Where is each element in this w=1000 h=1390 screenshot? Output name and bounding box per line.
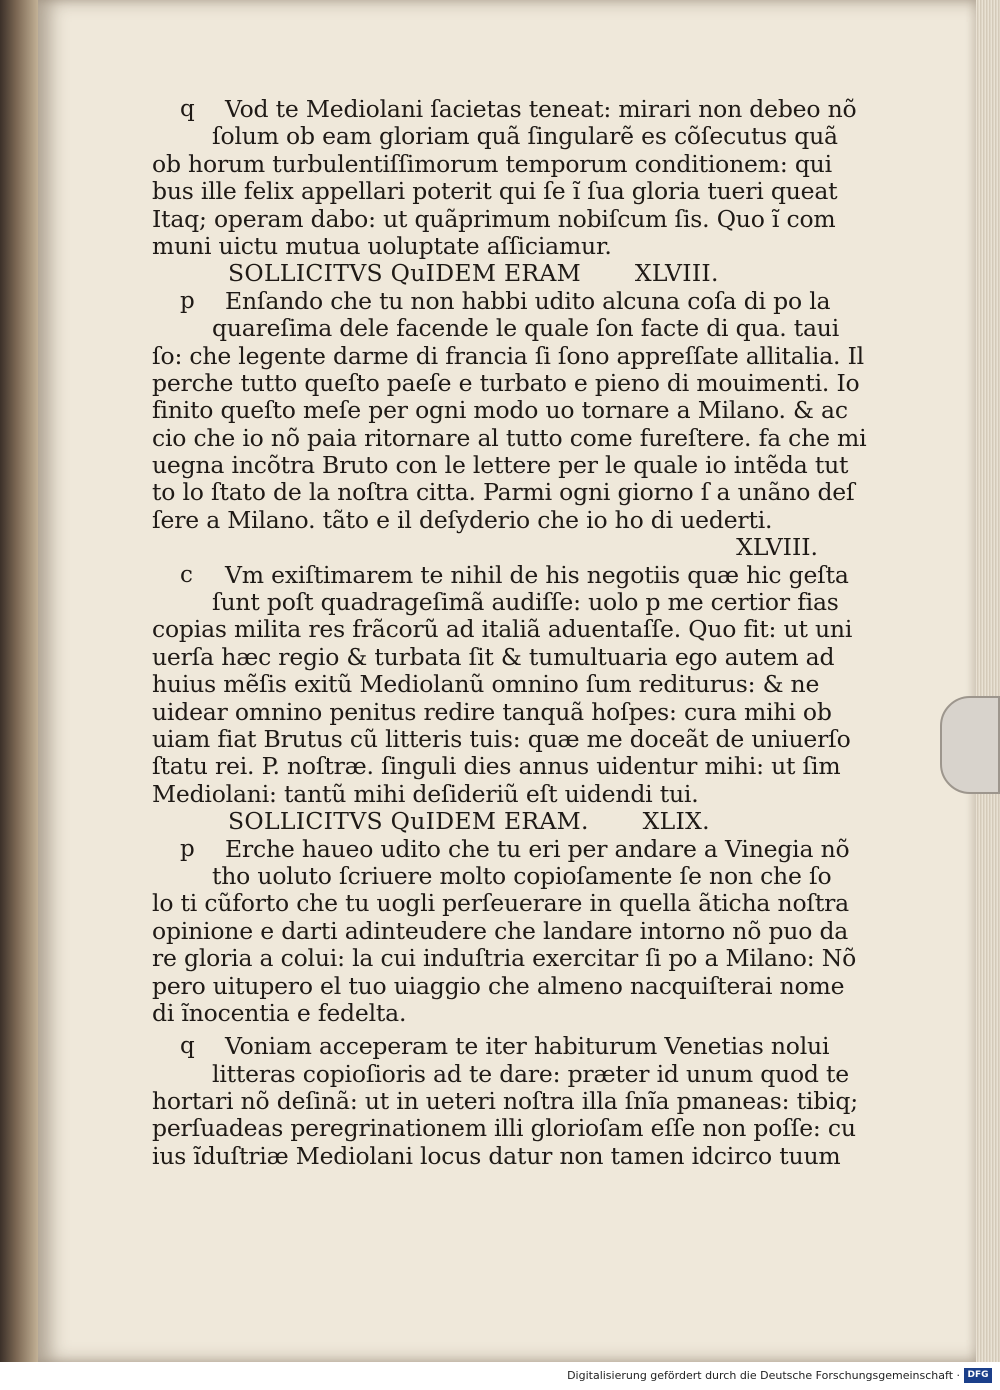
guide-letter: q — [180, 1033, 195, 1060]
guide-letter: q — [180, 96, 195, 122]
text-line: muni uictu mutua uoluptate aſſiciamur. — [152, 231, 612, 260]
letter-2 — [150, 260, 870, 534]
text-line: huius mẽſis exitũ Mediolanũ omnino ſum rediturus: & ne — [152, 670, 820, 699]
text-line: ſtatu rei. P. noſtræ. ſinguli dies annus uidentur mihi: ut ſim — [152, 752, 841, 781]
funding-credit: Digitalisierung gefördert durch die Deutsche Forschungsgemeinschaft · — [567, 1369, 960, 1382]
letter-1 — [150, 96, 870, 260]
text-line: hortari nõ deſinã: ut in ueteri noſtra illa ſnĩa pmaneas: tibiq; — [152, 1087, 858, 1116]
text-line: re gloria a colui: la cui induſtria exercitar ſi po a Milano: Nõ — [152, 944, 857, 973]
text-line: to lo ſtato de la noſtra citta. Parmi ogni giorno ſ a unãno deſ — [152, 478, 855, 507]
letter-3 — [150, 534, 870, 808]
guide-letter: c — [180, 561, 193, 588]
text-line: Mediolani: tantũ mihi deſideriũ eſt uidendi tui. — [152, 779, 699, 808]
text-line: ſo: che legente darme di francia ſi ſono appreſſate allitalia. Il — [152, 341, 864, 370]
letter-heading: SOLLICITVS QuIDEM ERAM. XLIX. — [228, 807, 710, 836]
text-line: tho uoluto ſcriuere molto copioſamente ſe non che ſo — [212, 861, 832, 890]
text-line: cio che io nõ paia ritornare al tutto come fureſtere. fa che mi — [152, 423, 867, 452]
text-line: ſunt poſt quadrageſimã audiſſe: uolo p me certior fias — [212, 588, 839, 617]
text-line: finito queſto meſe per ogni modo uo tornare a Milano. & ac — [152, 396, 848, 425]
text-line: perche tutto queſto paeſe e turbato e pieno di mouimenti. Io — [152, 368, 860, 397]
guide-letter: p — [180, 287, 195, 314]
text-line: uidear omnino penitus redire tanquã hoſpes: cura mihi ob — [152, 697, 832, 726]
letter-4 — [150, 808, 870, 1027]
text-line: di ĩnocentia e fedelta. — [152, 998, 407, 1027]
text-line: bus ille felix appellari poterit qui ſe ĩ ſua gloria tueri queat — [152, 177, 838, 206]
text-line: ſolum ob eam gloriam quã ſingularẽ es cõſecutus quã — [212, 122, 838, 151]
guide-letter: p — [180, 835, 195, 862]
text-line: quareſima dele facende le quale ſon facte di qua. taui — [212, 314, 840, 343]
text-line: ſere a Milano. tãto e il deſyderio che io ho di uederti. — [152, 505, 773, 534]
text-line: ob horum turbulentiſſimorum temporum conditionem: qui — [152, 149, 832, 178]
text-line: pero uitupero el tuo uiaggio che almeno nacquiſterai nome — [152, 971, 845, 1000]
letter-number: XLVIII. — [736, 533, 818, 562]
letter-number: XLVIII. — [634, 259, 719, 288]
page-clip — [940, 696, 1000, 794]
letter-number: XLIX. — [642, 807, 710, 836]
text-line: p Enſando che tu non habbi udito alcuna coſa di po la — [180, 286, 831, 315]
letter-5 — [150, 1033, 870, 1170]
text-line: q Voniam acceperam te iter habiturum Venetias nolui — [180, 1032, 830, 1061]
text-line: p Erche haueo udito che tu eri per andare a Vinegia nõ — [180, 834, 850, 863]
text-line: uiam fiat Brutus cũ litteris tuis: quæ me doceãt de uniuerſo — [152, 724, 851, 753]
page-text — [150, 96, 870, 1170]
text-line: copias milita res frãcorũ ad italiã aduentaſſe. Quo fit: ut uni — [152, 615, 853, 644]
footer-bar — [0, 1362, 1000, 1390]
text-line: litteras copioſioris ad te dare: præter id unum quod te — [212, 1059, 849, 1088]
text-line: c Vm exiſtimarem te nihil de his negotiis quæ hic geſta — [180, 560, 849, 589]
left-page-edge — [0, 0, 40, 1362]
text-line: ius ĩduſtriæ Mediolani locus datur non tamen idcirco tuum — [152, 1141, 841, 1170]
text-line: opinione e darti adinteudere che landare intorno nõ puo da — [152, 916, 849, 945]
dfg-logo: DFG — [964, 1368, 992, 1383]
text-line: q Vod te Mediolani ſacietas teneat: mirari non debeo nõ — [180, 95, 857, 123]
text-line: lo ti cũforto che tu uogli perſeuerare in quella ãticha noſtra — [152, 889, 849, 918]
text-line: uerſa hæc regio & turbata ſit & tumultuaria ego autem ad — [152, 642, 835, 671]
text-line: perſuadeas peregrinationem illi glorioſam eſſe non poſſe: cu — [152, 1114, 856, 1143]
text-line: uegna incõtra Bruto con le lettere per le quale io intẽda tut — [152, 451, 849, 480]
page-stack-edges — [972, 0, 1000, 1362]
text-line: Itaq; operam dabo: ut quãprimum nobiſcum ſis. Quo ĩ com — [152, 204, 836, 233]
letter-heading: SOLLICITVS QuIDEM ERAM XLVIII. — [228, 259, 719, 288]
